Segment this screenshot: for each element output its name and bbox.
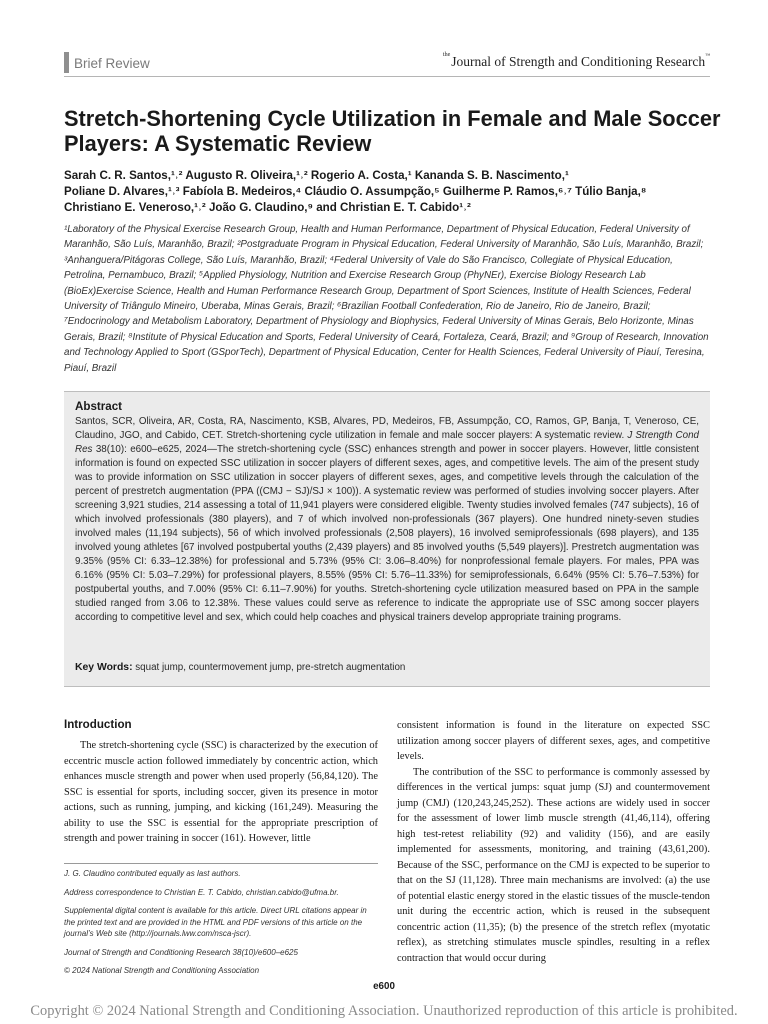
footnote-copyright: © 2024 National Strength and Conditioning Association bbox=[64, 966, 260, 975]
author-affiliations: ¹Laboratory of the Physical Exercise Research Group, Health and Human Performance, Department of Physical Education, Federal University of Maranhão, São Luís, Maranhão, Brazil; ²Postgraduate Program in Physical Education, Federal University of Maranhão, São Luís, Maranhão, Brazil; ³Anhanguera/Pitágoras College, São Luís, Maranhão, Brazil; ⁴Federal University of Vale do São Francisco, Collegiate of Physical Education, Petrolina, Pernambuco, Brazil; ⁵Applied Physiology, Nutrition and Exercise Research Group (PhyNEr), Exercise Biology Research Lab (BioEx)Exercise Science, Health and Human Performance Research Group, Department of Sport Sciences, Institute of Health Sciences, Federal University of Triângulo Mineiro, Uberaba, Minas Gerais, Brazil; ⁶Brazilian Football Confederation, Rio de Janeiro, Rio de Janeiro, Brazil; ⁷Endocrinology and Metabolism Laboratory, Department of Physiology and Biophysics, Federal University of Minas Gerais, Belo Horizonte, Minas Gerais, Brazil; ⁸Institute of Physical Education and Sports, Federal University of Ceará, Fortaleza, Ceará, Brazil; and ⁹Group of Research, Innovation and Technology Applied to Sport (GSporTech), Department of Physical Education, Center for Health Sciences, Federal University of Piauí, Teresina, Piauí, Brazil bbox=[64, 224, 709, 374]
abstract-heading: Abstract bbox=[75, 400, 123, 413]
author-list: Sarah C. R. Santos,¹˒² Augusto R. Oliveira,¹˒² Rogerio A. Costa,¹ Kananda S. B. Nascimento,¹ Poliane D. Alvares,¹˒³ Fabíola B. Medeiros,⁴ Cláudio O. Assumpção,⁵ Guilherme P. Ramos,⁶˒⁷ Túlio Banja,⁸ Christiano E. Veneroso,¹˒² João G. Claudino,⁹ and Christian E. T. Cabido¹˒² bbox=[64, 169, 647, 214]
introduction-paragraph-1: The stretch-shortening cycle (SSC) is characterized by the execution of eccentric muscle action followed immediately by concentric action, which enhances muscle strength and power when used properly (56,84,120). The SSC is essential for sports, including soccer, given its presence in motor actions, such as running, jumping, and kicking (161,249). Measuring the ability to use the SSC is essential for the appropriate prescription of strength and power training in soccer (161). However, little bbox=[64, 740, 378, 844]
introduction-paragraph-1-continued: consistent information is found in the literature on expected SSC utilization among soccer players of different sexes, ages, and competitive levels. bbox=[397, 720, 710, 762]
abstract-body bbox=[75, 415, 699, 625]
right-column bbox=[397, 718, 710, 966]
page-header bbox=[64, 50, 710, 76]
keywords-list: squat jump, countermovement jump, pre-stretch augmentation bbox=[135, 662, 406, 673]
abstract-text: The stretch-shortening cycle (SSC) enhances strength and power in soccer players. However, little consistent information is found on expected SSC utilization in soccer players of different sexes, ages, and competitive levels. The aim of the present study was to provide information on SSC utilization in soccer players of different sexes, ages, and competitive levels through the calculation of the percent of prestretch augmentation (PPA ((CMJ − SJ)/SJ × 100)). A systematic review was performed of studies involving soccer players. After screening 3,921 studies, 214 assessing a total of 11,941 players were considered eligible. Twenty studies involved females (747 subjects), 16 of which involved professionals (380 players), and 7 of which involved non-professionals (367 players). One hundred ninety-seven studies involved males (11,194 subjects), 56 of which involved professionals (2,508 players), 16 involved semiprofessionals (698 players), and 135 involved young athletes [67 involved postpubertal youths (2,439 players) and 85 involved youths (5,549 players)]. Prestretch augmentation was 9.35% (95% CI: 6.33–12.38%) for professional and 5.73% (95% CI: 3.06–8.40%) for nonprofessional female players. For males, PPA was 6.16% (95% CI: 5.03–7.29%) for professional players, 8.55% (95% CI: 5.76–11.33%) for semiprofessionals, 6.64% (95% CI: 5.76–7.53%) for postpubertal youths, and 7.00% (95% CI: 6.11–7.90%) for youths. Stretch-shortening cycle utilization measured based on PPA in the sample studied ranged from 3.06 to 12.38%. These values could serve as reference to indicate the appropriate use of SSC among soccer players according to competitive level and sex, which could help coaches and physical trainers develop appropriate training programs. bbox=[75, 444, 699, 623]
journal-logo-name: Journal of Strength and Conditioning Research bbox=[451, 54, 706, 69]
introduction-heading: Introduction bbox=[64, 718, 132, 731]
footnote-divider bbox=[64, 863, 378, 864]
footnote-contribution: J. G. Claudino contributed equally as last authors. bbox=[64, 869, 241, 878]
abstract-citation-journal: J Strength Cond Res bbox=[75, 430, 699, 455]
journal-logo bbox=[443, 52, 710, 70]
abstract-citation-prefix: Santos, SCR, Oliveira, AR, Costa, RA, Nascimento, KSB, Alvares, PD, Medeiros, FB, Assumpção, CO, Ramos, GP, Banja, T, Veneroso, CE, Claudino, JGO, and Cabido, CET. Stretch-shortening cycle utilization in female and male soccer players: A systematic review. bbox=[75, 416, 699, 441]
journal-logo-the: the bbox=[442, 52, 451, 58]
footnote-journal-reference: Journal of Strength and Conditioning Research 38(10)/e600–e625 bbox=[64, 947, 298, 957]
article-title: Stretch-Shortening Cycle Utilization in Female and Male Soccer Players: A Systematic Review bbox=[64, 106, 721, 156]
abstract-box bbox=[64, 391, 710, 687]
footnote-correspondence: Address correspondence to Christian E. T. Cabido, christian.cabido@ufma.br. bbox=[64, 887, 339, 897]
introduction-paragraph-2: The contribution of the SSC to performance is commonly assessed by differences in the vertical jumps: squat jump (SJ) and countermovement jump (CMJ) (120,243,245,252). These actions are widely used in soccer for the assessment of lower limb muscle strength (41,46,114), offering high test-retest reliability (92) and validity (156), and are easily implemented for assessments, monitoring, and training (43,61,200). Because of the SSC, performance on the CMJ is expected to be superior to that on the SJ (11,128). Three main mechanisms are involved: (a) the use of potential elastic energy stored in the elastic tissues of the muscle-tendon unit during the eccentric action, which is reused in the subsequent concentric action (11,35); (b) the presence of the stretch reflex (myotatic reflex), as stretching stimulates muscle spindles, resulting in a reflex contraction that would occur during bbox=[397, 766, 710, 964]
section-marker-bar bbox=[64, 52, 69, 73]
header-divider bbox=[64, 76, 710, 77]
left-column bbox=[64, 718, 378, 847]
keywords-label: Key Words: bbox=[75, 662, 133, 673]
footnote-supplemental: Supplemental digital content is available for this article. Direct URL citations appear in the printed text and are provided in the HTML and PDF versions of this article on the journal’s Web site (http://journals.lww.com/nsca-jscr). bbox=[64, 906, 367, 938]
journal-logo-tm: ™ bbox=[705, 54, 710, 59]
footnotes bbox=[64, 863, 378, 984]
abstract-citation-suffix: 38(10): e600–e625, 2024— bbox=[95, 444, 217, 455]
page-number: e600 bbox=[373, 981, 395, 992]
section-label: Brief Review bbox=[74, 56, 150, 71]
keywords bbox=[75, 662, 699, 673]
copyright-notice: Copyright © 2024 National Strength and Conditioning Association. Unauthorized reproduction of this article is prohibited. bbox=[30, 1003, 738, 1019]
